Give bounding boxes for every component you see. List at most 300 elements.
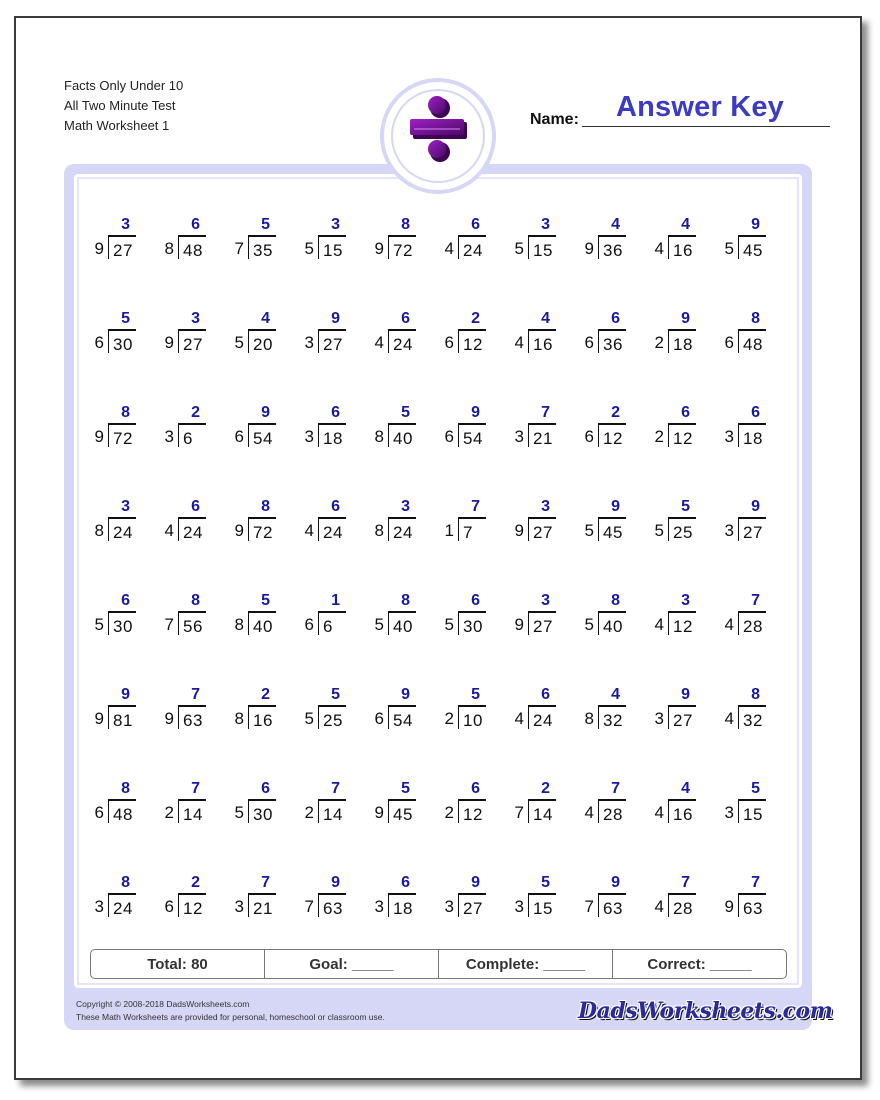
division-problem — [504, 868, 564, 918]
divisor: 8 — [234, 615, 244, 634]
division-problem — [224, 586, 284, 636]
divisor: 5 — [444, 615, 454, 634]
divisor: 5 — [94, 615, 104, 634]
quotient-answer: 9 — [121, 686, 130, 703]
dividend: 6 — [323, 617, 333, 636]
dividend: 20 — [253, 335, 273, 354]
dividend: 30 — [113, 617, 133, 636]
division-problem — [294, 210, 354, 260]
dividend: 16 — [673, 241, 693, 260]
quotient-answer: 4 — [611, 686, 620, 703]
dividend: 35 — [253, 241, 273, 260]
name-field[interactable]: Answer Key — [616, 91, 785, 123]
quotient-answer: 8 — [121, 404, 130, 421]
division-problem — [504, 304, 564, 354]
division-problem — [364, 304, 424, 354]
dividend: 63 — [743, 899, 763, 918]
divisor: 5 — [304, 239, 314, 258]
name-label: Name: — [530, 111, 579, 128]
dividend: 27 — [463, 899, 483, 918]
dividend: 12 — [183, 899, 203, 918]
dividend: 45 — [393, 805, 413, 824]
problem-row — [84, 398, 784, 448]
quotient-answer: 6 — [331, 498, 340, 515]
quotient-answer: 6 — [191, 216, 200, 233]
division-bracket — [598, 893, 626, 917]
footer-copyright — [76, 998, 385, 1024]
divisor: 6 — [94, 333, 104, 352]
quotient-answer: 8 — [401, 592, 410, 609]
dividend: 48 — [183, 241, 203, 260]
divisor: 1 — [444, 521, 454, 540]
divisor: 4 — [654, 239, 664, 258]
division-bracket — [108, 329, 136, 353]
division-bracket — [248, 423, 276, 447]
dividend: 12 — [673, 429, 693, 448]
division-bracket — [108, 423, 136, 447]
divisor: 9 — [94, 239, 104, 258]
dividend: 54 — [463, 429, 483, 448]
quotient-answer: 9 — [261, 404, 270, 421]
quotient-answer: 6 — [611, 310, 620, 327]
dividend: 15 — [743, 805, 763, 824]
division-bracket — [388, 517, 416, 541]
division-bracket — [108, 517, 136, 541]
division-bracket — [248, 705, 276, 729]
header-line-1: Facts Only Under 10 — [64, 78, 184, 93]
division-bracket — [388, 329, 416, 353]
dividend: 14 — [183, 805, 203, 824]
quotient-answer: 3 — [331, 216, 340, 233]
dividend: 30 — [463, 617, 483, 636]
divisor: 6 — [724, 333, 734, 352]
complete-field[interactable]: Complete: _____ — [439, 950, 613, 978]
divisor: 6 — [584, 427, 594, 446]
division-bracket — [598, 517, 626, 541]
division-bracket — [528, 799, 556, 823]
dividend: 27 — [533, 523, 553, 542]
division-bracket — [318, 799, 346, 823]
division-bracket — [388, 235, 416, 259]
quotient-answer: 2 — [191, 874, 200, 891]
divisor: 4 — [654, 615, 664, 634]
division-problem — [364, 492, 424, 542]
quotient-answer: 8 — [401, 216, 410, 233]
problem-row — [84, 680, 784, 730]
divisor: 6 — [94, 803, 104, 822]
divisor: 3 — [94, 897, 104, 916]
dividend: 18 — [393, 899, 413, 918]
division-bracket — [668, 329, 696, 353]
quotient-answer: 4 — [541, 310, 550, 327]
quotient-answer: 5 — [121, 310, 130, 327]
division-bracket — [528, 893, 556, 917]
score-bar — [90, 949, 787, 979]
division-problem — [294, 586, 354, 636]
division-bracket — [178, 705, 206, 729]
quotient-answer: 3 — [541, 216, 550, 233]
divisor: 9 — [94, 709, 104, 728]
division-problem — [574, 210, 634, 260]
division-problem — [364, 868, 424, 918]
divisor: 2 — [444, 803, 454, 822]
divisor: 7 — [584, 897, 594, 916]
dividend: 40 — [253, 617, 273, 636]
division-problem — [574, 492, 634, 542]
division-problem — [154, 586, 214, 636]
division-bracket — [458, 329, 486, 353]
dividend: 48 — [113, 805, 133, 824]
quotient-answer: 3 — [121, 216, 130, 233]
division-bracket — [318, 235, 346, 259]
quotient-answer: 5 — [541, 874, 550, 891]
division-bracket — [458, 705, 486, 729]
brand-logo[interactable]: DadsWorksheets.com — [578, 998, 833, 1024]
divisor: 3 — [724, 803, 734, 822]
quotient-answer: 6 — [401, 874, 410, 891]
quotient-answer: 3 — [191, 310, 200, 327]
divisor: 4 — [654, 897, 664, 916]
quotient-answer: 7 — [261, 874, 270, 891]
divisor: 7 — [234, 239, 244, 258]
dividend: 24 — [323, 523, 343, 542]
divisor: 7 — [304, 897, 314, 916]
division-problem — [644, 210, 704, 260]
division-bracket — [388, 893, 416, 917]
dividend: 45 — [743, 241, 763, 260]
division-problem — [644, 304, 704, 354]
division-bracket — [178, 423, 206, 447]
dividend: 24 — [393, 335, 413, 354]
dividend: 24 — [463, 241, 483, 260]
divisor: 6 — [234, 427, 244, 446]
division-problem — [644, 586, 704, 636]
dividend: 12 — [463, 335, 483, 354]
division-bracket — [108, 893, 136, 917]
quotient-answer: 4 — [261, 310, 270, 327]
division-bracket — [668, 517, 696, 541]
division-problem — [434, 680, 494, 730]
division-problem — [224, 304, 284, 354]
quotient-answer: 6 — [261, 780, 270, 797]
quotient-answer: 5 — [751, 780, 760, 797]
quotient-answer: 3 — [401, 498, 410, 515]
quotient-answer: 8 — [261, 498, 270, 515]
division-problem — [504, 210, 564, 260]
dividend: 24 — [393, 523, 413, 542]
division-bracket — [738, 329, 766, 353]
quotient-answer: 8 — [751, 686, 760, 703]
division-bracket — [738, 517, 766, 541]
dividend: 30 — [113, 335, 133, 354]
quotient-answer: 6 — [331, 404, 340, 421]
quotient-answer: 7 — [751, 592, 760, 609]
quotient-answer: 6 — [681, 404, 690, 421]
division-problem — [434, 304, 494, 354]
divisor: 2 — [164, 803, 174, 822]
dividend: 7 — [463, 523, 473, 542]
total-count: Total: 80 — [91, 950, 265, 978]
divisor: 8 — [584, 709, 594, 728]
division-bracket — [318, 893, 346, 917]
quotient-answer: 9 — [611, 874, 620, 891]
quotient-answer: 6 — [121, 592, 130, 609]
quotient-answer: 6 — [401, 310, 410, 327]
division-problem — [574, 398, 634, 448]
header-line-2: All Two Minute Test — [64, 98, 176, 113]
dividend: 27 — [673, 711, 693, 730]
dividend: 54 — [393, 711, 413, 730]
divisor: 3 — [234, 897, 244, 916]
division-problem — [644, 398, 704, 448]
division-bracket — [178, 235, 206, 259]
division-bracket — [528, 235, 556, 259]
division-problem — [364, 774, 424, 824]
division-problem — [434, 398, 494, 448]
divisor: 9 — [514, 521, 524, 540]
division-bracket — [108, 611, 136, 635]
division-problem — [714, 680, 774, 730]
division-problem — [154, 304, 214, 354]
dividend: 40 — [393, 617, 413, 636]
dividend: 27 — [183, 335, 203, 354]
division-bracket — [318, 423, 346, 447]
divisor: 5 — [584, 615, 594, 634]
divisor: 4 — [654, 803, 664, 822]
division-problem — [154, 398, 214, 448]
dividend: 14 — [323, 805, 343, 824]
division-bracket — [528, 329, 556, 353]
division-problem — [574, 680, 634, 730]
dividend: 81 — [113, 711, 133, 730]
quotient-answer: 3 — [681, 592, 690, 609]
division-bracket — [388, 611, 416, 635]
dividend: 36 — [603, 335, 623, 354]
division-bracket — [668, 799, 696, 823]
division-bracket — [178, 799, 206, 823]
divisor: 6 — [444, 333, 454, 352]
quotient-answer: 9 — [751, 498, 760, 515]
divisor: 4 — [514, 333, 524, 352]
division-problem — [224, 680, 284, 730]
dividend: 28 — [603, 805, 623, 824]
division-bracket — [738, 611, 766, 635]
worksheet-header — [64, 76, 183, 136]
quotient-answer: 7 — [471, 498, 480, 515]
dividend: 24 — [113, 523, 133, 542]
divisor: 3 — [444, 897, 454, 916]
dividend: 12 — [603, 429, 623, 448]
divisor: 9 — [584, 239, 594, 258]
divisor: 3 — [304, 427, 314, 446]
quotient-answer: 7 — [191, 780, 200, 797]
dividend: 28 — [743, 617, 763, 636]
division-bracket — [668, 423, 696, 447]
division-bracket — [248, 517, 276, 541]
copyright-text: Copyright © 2008-2018 DadsWorksheets.com — [76, 999, 250, 1009]
dividend: 21 — [533, 429, 553, 448]
division-bracket — [458, 799, 486, 823]
divisor: 2 — [304, 803, 314, 822]
problem-row — [84, 210, 784, 260]
dividend: 12 — [673, 617, 693, 636]
division-problem — [504, 680, 564, 730]
division-bracket — [178, 517, 206, 541]
division-problem — [644, 492, 704, 542]
division-problem — [714, 774, 774, 824]
divisor: 5 — [654, 521, 664, 540]
dividend: 18 — [323, 429, 343, 448]
dividend: 40 — [603, 617, 623, 636]
division-problem — [84, 210, 144, 260]
division-problem — [294, 680, 354, 730]
quotient-answer: 8 — [191, 592, 200, 609]
dividend: 27 — [323, 335, 343, 354]
divisor: 3 — [304, 333, 314, 352]
division-problem — [154, 868, 214, 918]
dividend: 14 — [533, 805, 553, 824]
division-problem — [574, 774, 634, 824]
dividend: 10 — [463, 711, 483, 730]
quotient-answer: 4 — [611, 216, 620, 233]
division-problem — [364, 586, 424, 636]
division-bracket — [248, 235, 276, 259]
divisor: 9 — [164, 709, 174, 728]
quotient-answer: 5 — [331, 686, 340, 703]
division-bracket — [528, 611, 556, 635]
division-problem — [714, 304, 774, 354]
division-problem — [714, 868, 774, 918]
divisor: 7 — [514, 803, 524, 822]
quotient-answer: 2 — [261, 686, 270, 703]
quotient-answer: 3 — [541, 592, 550, 609]
dividend: 30 — [253, 805, 273, 824]
division-bracket — [738, 423, 766, 447]
division-problem — [504, 398, 564, 448]
quotient-answer: 5 — [471, 686, 480, 703]
division-bracket — [318, 517, 346, 541]
quotient-answer: 7 — [611, 780, 620, 797]
divisor: 5 — [514, 239, 524, 258]
quotient-answer: 9 — [681, 310, 690, 327]
goal-field[interactable]: Goal: _____ — [265, 950, 439, 978]
dividend: 21 — [253, 899, 273, 918]
dividend: 15 — [323, 241, 343, 260]
quotient-answer: 8 — [121, 874, 130, 891]
problem-row — [84, 774, 784, 824]
division-bracket — [108, 235, 136, 259]
divisor: 5 — [304, 709, 314, 728]
division-bracket — [108, 799, 136, 823]
division-problem — [294, 492, 354, 542]
division-problem — [84, 774, 144, 824]
quotient-answer: 3 — [541, 498, 550, 515]
dividend: 18 — [743, 429, 763, 448]
quotient-answer: 2 — [611, 404, 620, 421]
quotient-answer: 5 — [401, 404, 410, 421]
division-problem — [714, 398, 774, 448]
division-problem — [644, 868, 704, 918]
division-bracket — [248, 329, 276, 353]
quotient-answer: 1 — [331, 592, 340, 609]
division-bracket — [318, 329, 346, 353]
division-problem — [504, 774, 564, 824]
dividend: 45 — [603, 523, 623, 542]
division-problem — [154, 774, 214, 824]
logo-badge — [380, 78, 496, 194]
division-bracket — [458, 893, 486, 917]
division-problem — [84, 492, 144, 542]
division-problem — [224, 210, 284, 260]
dividend: 15 — [533, 241, 553, 260]
problem-row — [84, 304, 784, 354]
divisor: 5 — [374, 615, 384, 634]
divisor: 8 — [374, 427, 384, 446]
usage-notice: These Math Worksheets are provided for personal, homeschool or classroom use. — [76, 1012, 385, 1022]
divisor: 3 — [654, 709, 664, 728]
quotient-answer: 9 — [401, 686, 410, 703]
divisor: 8 — [164, 239, 174, 258]
divisor: 3 — [164, 427, 174, 446]
division-problem — [364, 398, 424, 448]
dividend: 18 — [673, 335, 693, 354]
division-bracket — [388, 705, 416, 729]
division-problem — [294, 304, 354, 354]
quotient-answer: 9 — [681, 686, 690, 703]
quotient-answer: 7 — [681, 874, 690, 891]
division-problem — [574, 586, 634, 636]
quotient-answer: 2 — [541, 780, 550, 797]
division-problem — [574, 868, 634, 918]
divisor: 6 — [304, 615, 314, 634]
dividend: 24 — [183, 523, 203, 542]
divisor: 8 — [374, 521, 384, 540]
quotient-answer: 8 — [611, 592, 620, 609]
divisor: 6 — [164, 897, 174, 916]
divisor: 8 — [94, 521, 104, 540]
division-bracket — [668, 705, 696, 729]
division-bracket — [598, 329, 626, 353]
divisor: 6 — [374, 709, 384, 728]
divisor: 5 — [584, 521, 594, 540]
quotient-answer: 3 — [121, 498, 130, 515]
division-bracket — [458, 235, 486, 259]
division-bracket — [458, 611, 486, 635]
quotient-answer: 6 — [751, 404, 760, 421]
dividend: 63 — [603, 899, 623, 918]
quotient-answer: 6 — [541, 686, 550, 703]
divisor: 4 — [164, 521, 174, 540]
division-problem — [84, 868, 144, 918]
correct-field[interactable]: Correct: _____ — [647, 955, 752, 973]
dividend: 56 — [183, 617, 203, 636]
quotient-answer: 8 — [751, 310, 760, 327]
division-bracket — [528, 517, 556, 541]
division-bracket — [668, 235, 696, 259]
division-problem — [84, 586, 144, 636]
dividend: 54 — [253, 429, 273, 448]
division-problem — [434, 868, 494, 918]
dividend: 16 — [533, 335, 553, 354]
division-bracket — [318, 611, 346, 635]
division-bracket — [738, 705, 766, 729]
division-bracket — [738, 893, 766, 917]
dividend: 40 — [393, 429, 413, 448]
divisor: 9 — [94, 427, 104, 446]
quotient-answer: 7 — [331, 780, 340, 797]
division-bracket — [598, 423, 626, 447]
division-bracket — [178, 611, 206, 635]
